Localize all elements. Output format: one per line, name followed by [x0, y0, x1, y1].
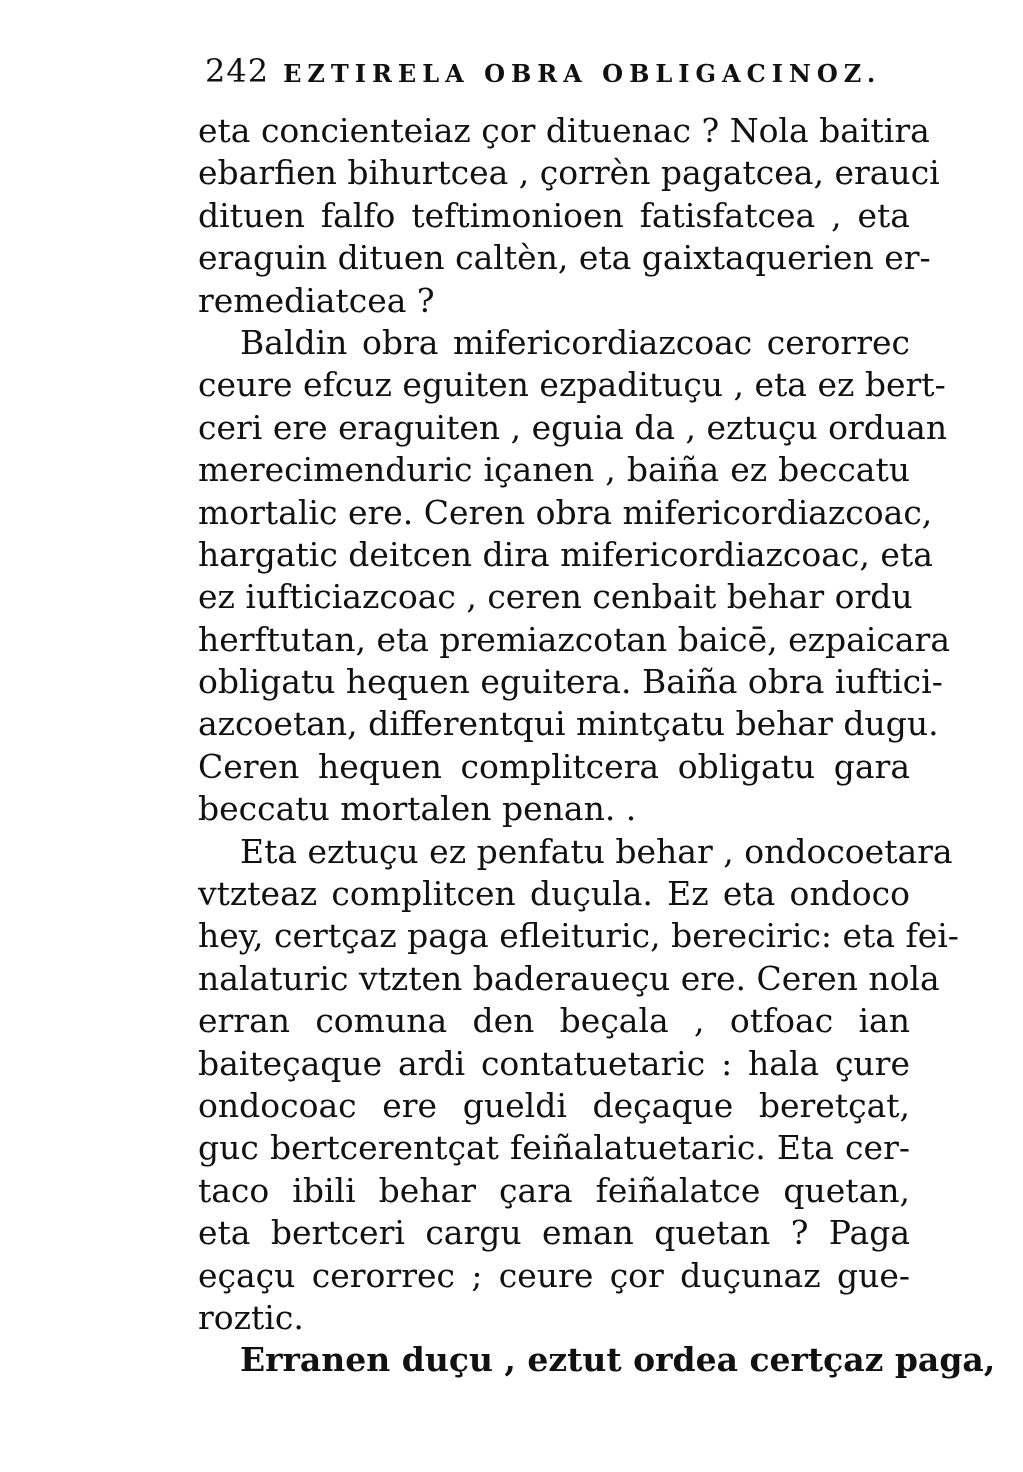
text-line: herftutan, eta premiazcotan baicē, ezpaicara: [198, 619, 950, 659]
page-header: [205, 52, 925, 96]
text-line: vtzteaz complitcen duçula. Ez eta ondoco: [198, 874, 910, 914]
text-line: azcoetan, differentqui mintçatu behar dugu.: [198, 704, 939, 744]
paragraph-start-line: Erranen duçu , eztut ordea certçaz paga,: [240, 1340, 996, 1380]
text-line: ondocoac ere gueldi deçaque beretçat,: [198, 1085, 910, 1125]
text-line: beccatu mortalen penan. .: [198, 789, 637, 829]
paragraph-start-line: Eta eztuçu ez penfatu behar , ondocoetara: [240, 831, 953, 871]
text-line: dituen falfo teftimonioen fatisfatcea , eta: [198, 195, 910, 235]
body-text: [198, 110, 996, 1400]
text-line: eta bertceri cargu eman quetan ? Paga: [198, 1213, 910, 1253]
running-title: EZTIRELA OBRA OBLIGACINOZ.: [283, 59, 882, 88]
text-line: eraguin dituen caltèn, eta gaixtaquerien er-: [198, 238, 931, 278]
page-number: 242: [205, 52, 270, 90]
text-line: erran comuna den beçala , otfoac ian: [198, 1001, 910, 1041]
text-line: nalaturic vtzten baderaueçu ere. Ceren nola: [198, 958, 940, 998]
text-line: guc bertcerentçat feiñalatuetaric. Eta cer-: [198, 1128, 910, 1168]
text-line: hargatic deitcen dira mifericordiazcoac, eta: [198, 534, 933, 574]
text-line: ez iufticiazcoac , ceren cenbait behar ordu: [198, 577, 913, 617]
text-line: eta concienteiaz çor dituenac ? Nola baitira: [198, 111, 930, 150]
text-line: roztic.: [198, 1297, 304, 1337]
text-line: baiteçaque ardi contatuetaric : hala çure: [198, 1043, 910, 1083]
text-line: ceri ere eraguiten , eguia da , eztuçu orduan: [198, 407, 948, 447]
text-line: mortalic ere. Ceren obra mifericordiazcoac,: [198, 492, 933, 532]
text-line: obligatu hequen eguitera. Baiña obra iuftici-: [198, 662, 943, 702]
text-line: eçaçu cerorrec ; ceure çor duçunaz gue-: [198, 1255, 910, 1295]
text-line: hey, certçaz paga efleituric, bereciric: eta fei-: [198, 916, 959, 956]
paragraph-start-line: Baldin obra mifericordiazcoac cerorrec: [240, 322, 910, 362]
text-line: remediatcea ?: [198, 280, 435, 320]
text-line: ceure efcuz eguiten ezpadituçu , eta ez bert-: [198, 365, 946, 405]
text-line: Ceren hequen complitcera obligatu gara: [198, 746, 910, 786]
text-line: ebarfien bihurtcea , çorrèn pagatcea, erauci: [198, 153, 940, 193]
text-line: taco ibili behar çara feiñalatce quetan,: [198, 1170, 910, 1210]
text-line: merecimenduric içanen , baiña ez beccatu: [198, 450, 910, 490]
